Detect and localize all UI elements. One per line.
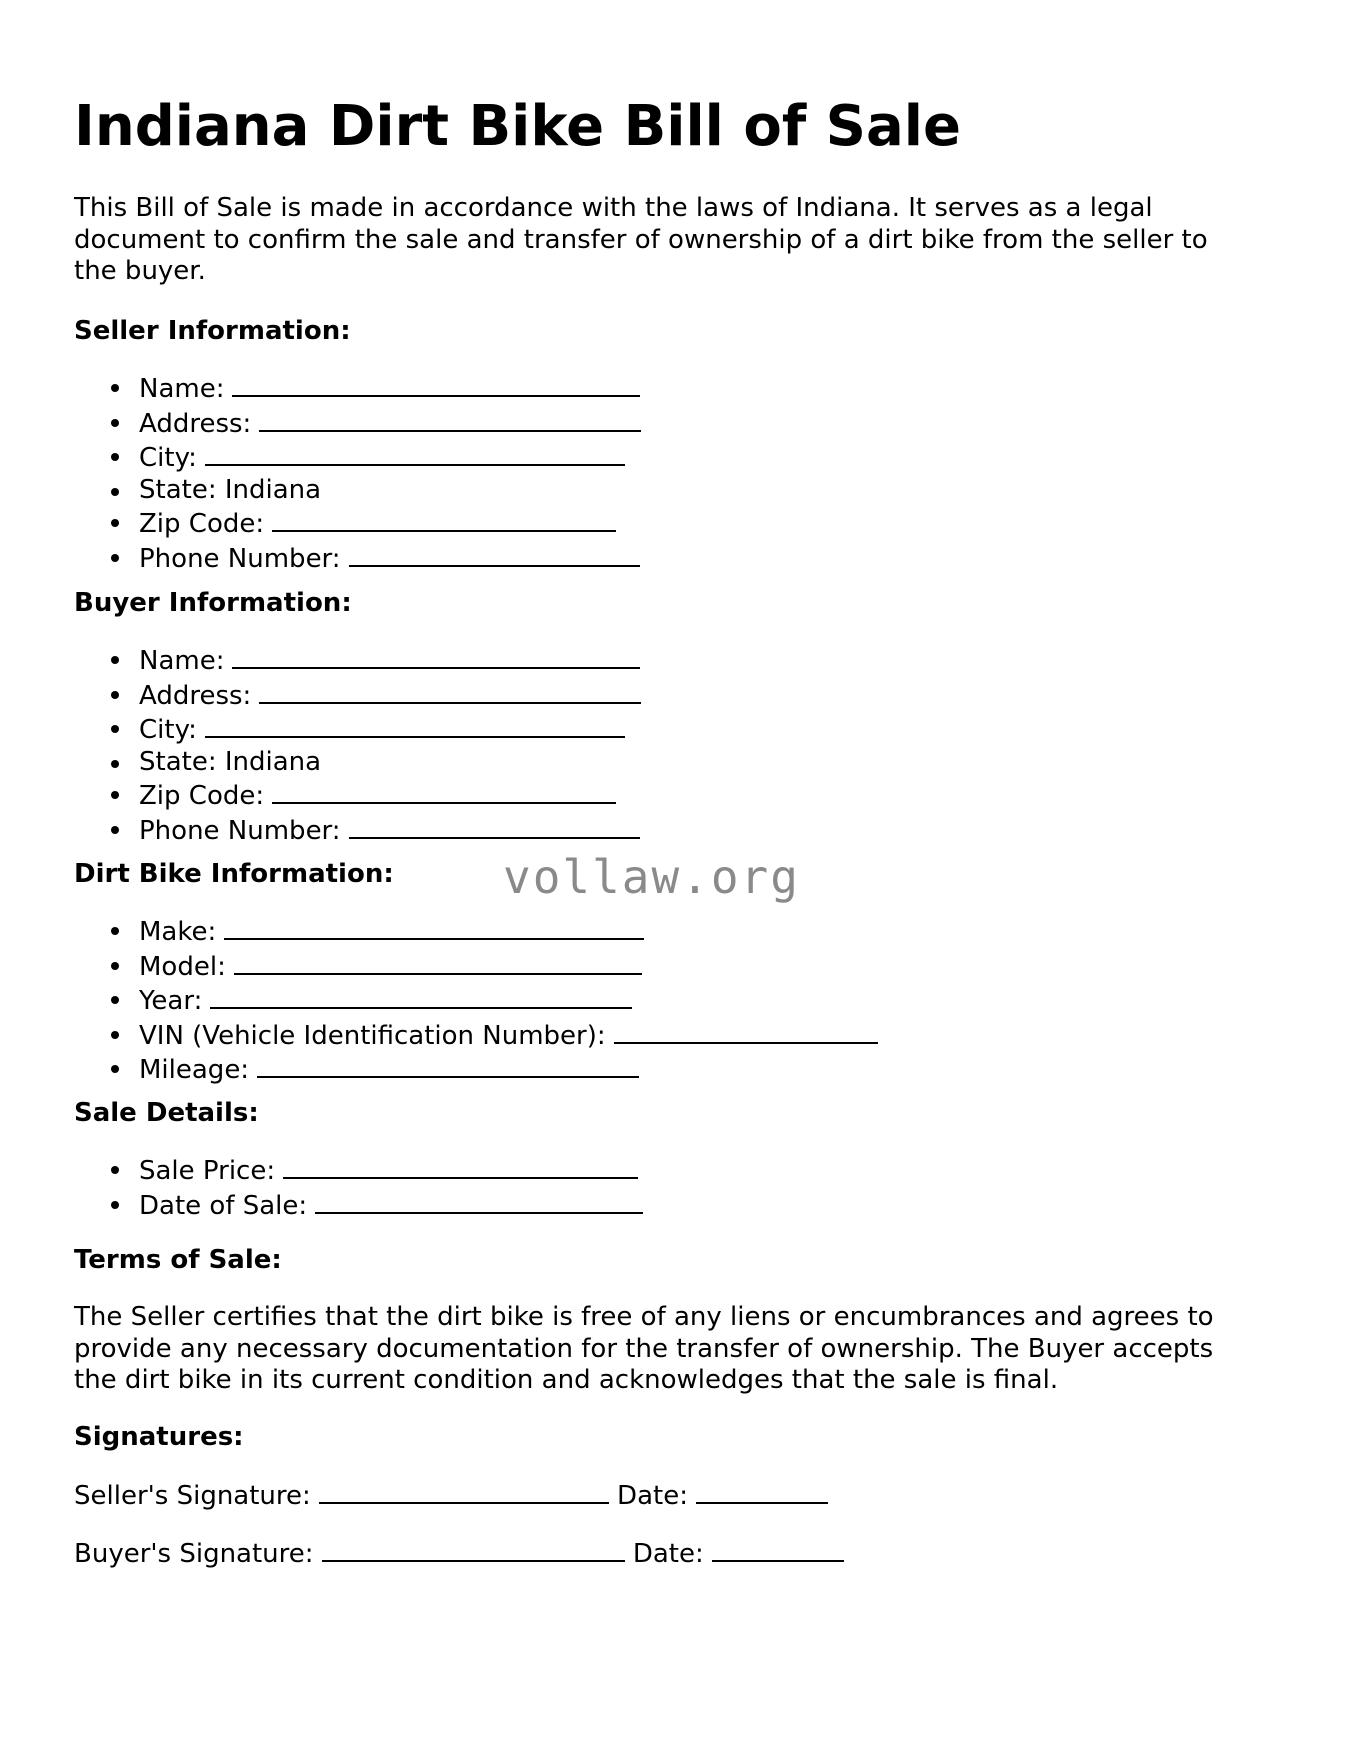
bike-mileage-field [139,1052,878,1087]
buyer-city-label: City: [139,715,197,745]
buyer-heading: Buyer Information: [74,588,352,618]
bike-fields [74,914,878,1087]
bike-model-blank[interactable] [234,949,642,975]
bike-heading: Dirt Bike Information: [74,859,394,889]
sale-fields [74,1153,643,1222]
bike-make-field [139,914,878,949]
buyer-date-label: Date: [632,1539,704,1569]
buyer-fields [74,643,641,847]
bike-year-blank[interactable] [210,983,632,1009]
seller-city-field [139,440,641,475]
seller-phone-field [139,541,641,576]
bike-make-label: Make: [139,917,217,947]
bike-model-field [139,949,878,984]
buyer-date-blank[interactable] [712,1536,844,1562]
bike-year-field [139,983,878,1018]
buyer-city-blank[interactable] [205,712,625,738]
seller-zip-blank[interactable] [272,506,616,532]
seller-name-label: Name: [139,374,225,404]
watermark-text: vollaw.org [503,850,800,904]
buyer-phone-field [139,813,641,848]
seller-name-field [139,371,641,406]
intro-paragraph: This Bill of Sale is made in accordance with the laws of Indiana. It serves as a legal document to confirm the sale and transfer of ownership of a dirt bike from the seller to the buyer. [74,193,1208,286]
seller-address-blank[interactable] [259,406,641,432]
buyer-state-text: State: Indiana [139,746,322,777]
bike-vin-blank[interactable] [614,1018,878,1044]
buyer-name-blank[interactable] [232,643,640,669]
bike-mileage-blank[interactable] [257,1052,639,1078]
buyer-signature-blank[interactable] [322,1536,625,1562]
buyer-city-field [139,712,641,747]
buyer-zip-field [139,778,641,813]
sale-date-field [139,1188,643,1223]
buyer-phone-label: Phone Number: [139,815,341,846]
buyer-name-field [139,643,641,678]
seller-zip-label: Zip Code: [139,509,265,539]
buyer-address-blank[interactable] [259,678,641,704]
seller-signature-blank[interactable] [319,1478,609,1504]
bike-vin-label: VIN (Vehicle Identification Number): [139,1020,606,1051]
sale-heading: Sale Details: [74,1098,259,1128]
sale-date-blank[interactable] [315,1188,643,1214]
sale-price-label: Sale Price: [139,1156,276,1186]
buyer-phone-blank[interactable] [349,813,640,839]
seller-phone-label: Phone Number: [139,543,341,574]
seller-date-label: Date: [617,1481,688,1511]
bike-year-label: Year: [139,986,203,1016]
buyer-name-label: Name: [139,646,225,676]
bike-make-blank[interactable] [224,914,644,940]
buyer-state-field [139,747,641,779]
seller-date-blank[interactable] [696,1478,828,1504]
buyer-address-field [139,678,641,713]
bike-mileage-label: Mileage: [139,1055,250,1085]
buyer-zip-label: Zip Code: [139,781,265,811]
terms-paragraph: The Seller certifies that the dirt bike is free of any liens or encumbrances and agrees to provide any necessary documentation for the transfer of ownership. The Buyer accepts the dirt bike in its current condition and acknowledges that the sale is final. [74,1302,1214,1395]
bike-model-label: Model: [139,951,226,982]
seller-heading: Seller Information: [74,316,351,346]
seller-fields [74,371,641,575]
seller-phone-blank[interactable] [349,541,640,567]
document-title: Indiana Dirt Bike Bill of Sale [74,94,961,159]
sale-date-label: Date of Sale: [139,1190,308,1221]
seller-address-label: Address: [139,408,252,439]
buyer-address-label: Address: [139,680,252,711]
bike-vin-field [139,1018,878,1053]
terms-heading: Terms of Sale: [74,1245,282,1275]
seller-city-label: City: [139,443,197,473]
seller-address-field [139,406,641,441]
buyer-signature-label: Buyer's Signature: [74,1539,314,1569]
buyer-signature-line [74,1536,844,1570]
sale-price-blank[interactable] [283,1153,638,1179]
signatures-heading: Signatures: [74,1422,244,1452]
seller-signature-label: Seller's Signature: [74,1481,311,1511]
seller-state-text: State: Indiana [139,474,322,505]
seller-signature-line [74,1478,828,1512]
seller-zip-field [139,506,641,541]
buyer-zip-blank[interactable] [272,778,616,804]
seller-name-blank[interactable] [232,371,640,397]
seller-state-field [139,475,641,507]
seller-city-blank[interactable] [205,440,625,466]
sale-price-field [139,1153,643,1188]
